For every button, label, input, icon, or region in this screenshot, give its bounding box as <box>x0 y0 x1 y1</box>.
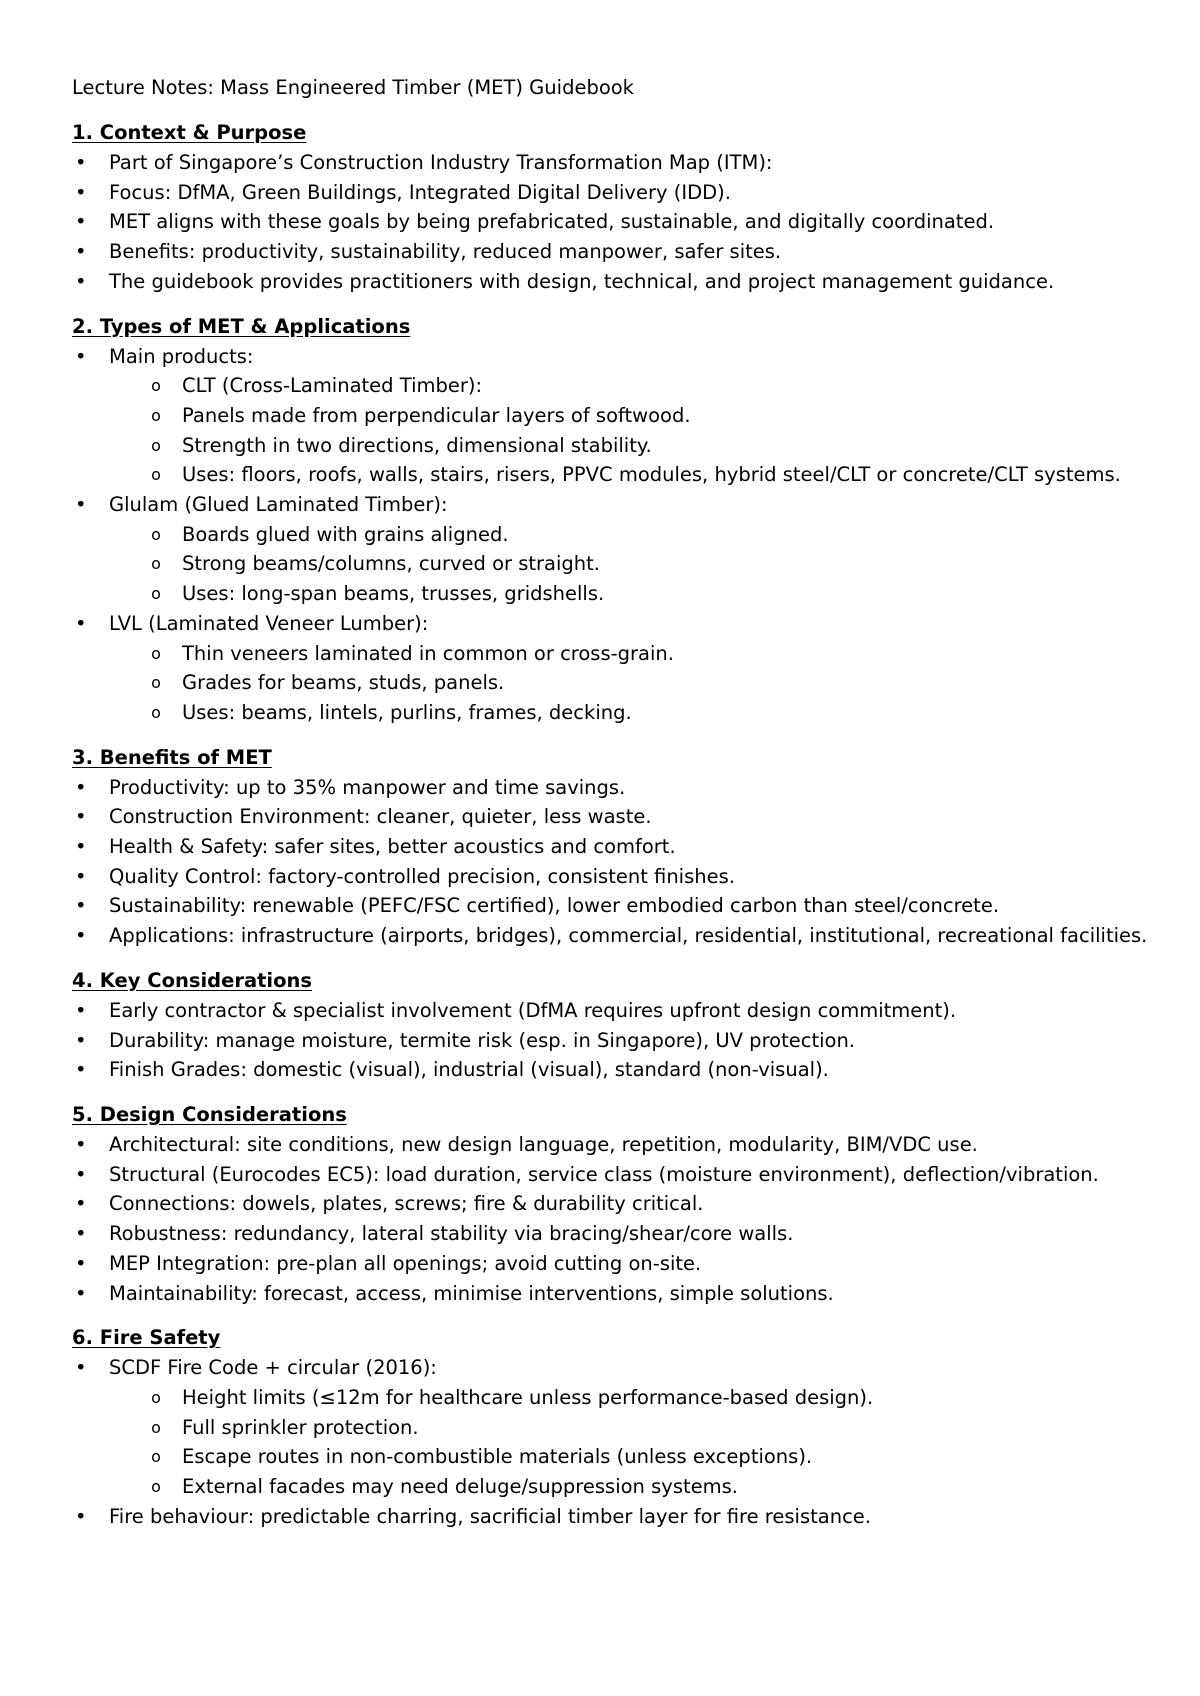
list-item-text: Escape routes in non-combustible materials (unless exceptions). <box>182 1445 813 1469</box>
list-item <box>72 1219 1152 1249</box>
sub-list-item <box>72 549 1152 579</box>
hollow-bullet-icon: o <box>151 376 161 396</box>
list-item-text: Uses: long-span beams, trusses, gridshells. <box>182 582 605 606</box>
bullet-icon: • <box>75 864 87 888</box>
list-item-text: Architectural: site conditions, new design language, repetition, modularity, BIM/VDC use. <box>109 1132 978 1156</box>
list-item-text: Quality Control: factory-controlled precision, consistent finishes. <box>109 864 735 888</box>
hollow-bullet-icon: o <box>151 1447 161 1467</box>
list-item-text: Boards glued with grains aligned. <box>182 522 509 546</box>
list-item-text: The guidebook provides practitioners with design, technical, and project management guidance. <box>109 269 1055 293</box>
list-item-text: SCDF Fire Code + circular (2016): <box>109 1356 437 1380</box>
hollow-bullet-icon: o <box>151 524 161 544</box>
hollow-bullet-icon: o <box>151 554 161 574</box>
hollow-bullet-icon: o <box>151 673 161 693</box>
bullet-list <box>72 1353 1152 1531</box>
document-title: Lecture Notes: Mass Engineered Timber (MET) Guidebook <box>72 76 634 99</box>
list-item <box>72 1055 1152 1085</box>
section-heading: 2. Types of MET & Applications <box>72 314 411 338</box>
list-item-text: Productivity: up to 35% manpower and time savings. <box>109 775 626 799</box>
hollow-bullet-icon: o <box>151 435 161 455</box>
sub-list-item <box>72 579 1152 609</box>
bullet-icon: • <box>75 1222 87 1246</box>
list-item-text: Sustainability: renewable (PEFC/FSC certified), lower embodied carbon than steel/concrete. <box>109 894 1000 918</box>
list-item-text: Structural (Eurocodes EC5): load duration, service class (moisture environment), deflection/vibration. <box>109 1162 1099 1186</box>
list-item <box>72 178 1152 208</box>
list-item <box>72 609 1152 639</box>
bullet-icon: • <box>75 894 87 918</box>
hollow-bullet-icon: o <box>151 1387 161 1407</box>
sub-list-item <box>72 698 1152 728</box>
sub-list-item <box>72 1383 1152 1413</box>
list-item <box>72 996 1152 1026</box>
bullet-icon: • <box>75 805 87 829</box>
sub-list-item <box>72 401 1152 431</box>
bullet-icon: • <box>75 1058 87 1082</box>
list-item <box>72 1353 1152 1383</box>
bullet-icon: • <box>75 998 87 1022</box>
bullet-list <box>72 773 1152 951</box>
list-item-text: Robustness: redundancy, lateral stability via bracing/shear/core walls. <box>109 1222 794 1246</box>
section-heading: 6. Fire Safety <box>72 1326 221 1350</box>
bullet-list <box>72 996 1152 1085</box>
bullet-icon: • <box>75 240 87 264</box>
list-item-text: Uses: floors, roofs, walls, stairs, risers, PPVC modules, hybrid steel/CLT or concrete/CLT systems. <box>182 463 1121 487</box>
list-item <box>72 773 1152 803</box>
list-item-text: MEP Integration: pre-plan all openings; avoid cutting on-site. <box>109 1251 702 1275</box>
section-heading: 4. Key Considerations <box>72 968 312 992</box>
list-item-text: Early contractor & specialist involvement (DfMA requires upfront design commitment). <box>109 998 957 1022</box>
list-item <box>72 862 1152 892</box>
list-item-text: Height limits (≤12m for healthcare unless performance-based design). <box>182 1385 874 1409</box>
list-item-text: Glulam (Glued Laminated Timber): <box>109 493 448 517</box>
list-item-text: CLT (Cross-Laminated Timber): <box>182 374 483 398</box>
sub-list-item <box>72 520 1152 550</box>
list-item <box>72 148 1152 178</box>
sub-list-item <box>72 1472 1152 1502</box>
bullet-icon: • <box>75 151 87 174</box>
section-2 <box>72 312 1152 728</box>
list-item-text: MET aligns with these goals by being prefabricated, sustainable, and digitally coordinated. <box>109 210 995 234</box>
bullet-icon: • <box>75 1192 87 1216</box>
list-item-text: Focus: DfMA, Green Buildings, Integrated Digital Delivery (IDD). <box>109 180 731 204</box>
bullet-icon: • <box>75 493 87 517</box>
bullet-list <box>72 1130 1152 1308</box>
hollow-bullet-icon: o <box>151 702 161 722</box>
list-item-text: Grades for beams, studs, panels. <box>182 671 505 695</box>
bullet-icon: • <box>75 835 87 859</box>
sub-list-item <box>72 371 1152 401</box>
list-item-text: Part of Singapore’s Construction Industry Transformation Map (ITM): <box>109 151 773 174</box>
bullet-icon: • <box>75 775 87 799</box>
list-item <box>72 1026 1152 1056</box>
sub-list-item <box>72 668 1152 698</box>
document-body <box>72 118 1152 1531</box>
section-3 <box>72 743 1152 951</box>
list-item <box>72 802 1152 832</box>
list-item-text: Connections: dowels, plates, screws; fire & durability critical. <box>109 1192 704 1216</box>
list-item <box>72 921 1152 951</box>
list-item <box>72 1249 1152 1279</box>
bullet-icon: • <box>75 1028 87 1052</box>
list-item-text: Applications: infrastructure (airports, bridges), commercial, residential, institutional, recreational facilities. <box>109 924 1148 948</box>
document-page <box>72 73 1152 1546</box>
list-item-text: Uses: beams, lintels, purlins, frames, decking. <box>182 700 632 724</box>
list-item <box>72 832 1152 862</box>
list-item <box>72 490 1152 520</box>
list-item <box>72 891 1152 921</box>
sub-list-item <box>72 1442 1152 1472</box>
bullet-list <box>72 148 1152 297</box>
sub-list-item <box>72 639 1152 669</box>
section-heading: 5. Design Considerations <box>72 1102 347 1126</box>
hollow-bullet-icon: o <box>151 1477 161 1497</box>
section-heading: 1. Context & Purpose <box>72 121 307 144</box>
list-item <box>72 1279 1152 1309</box>
list-item-text: LVL (Laminated Veneer Lumber): <box>109 611 429 635</box>
bullet-icon: • <box>75 1132 87 1156</box>
hollow-bullet-icon: o <box>151 405 161 425</box>
section-heading: 3. Benefits of MET <box>72 745 272 769</box>
bullet-icon: • <box>75 180 87 204</box>
list-item-text: Health & Safety: safer sites, better acoustics and comfort. <box>109 835 676 859</box>
list-item-text: External facades may need deluge/suppression systems. <box>182 1475 738 1499</box>
section-5 <box>72 1100 1152 1308</box>
list-item <box>72 1130 1152 1160</box>
section-6 <box>72 1323 1152 1531</box>
bullet-icon: • <box>75 1356 87 1380</box>
list-item-text: Fire behaviour: predictable charring, sacrificial timber layer for fire resistance. <box>109 1504 872 1528</box>
list-item <box>72 207 1152 237</box>
list-item-text: Strong beams/columns, curved or straight. <box>182 552 600 576</box>
bullet-icon: • <box>75 1504 87 1528</box>
bullet-icon: • <box>75 344 87 368</box>
bullet-list <box>72 342 1152 728</box>
list-item <box>72 1160 1152 1190</box>
section-4 <box>72 966 1152 1085</box>
sub-list-item <box>72 431 1152 461</box>
list-item-text: Thin veneers laminated in common or cross-grain. <box>182 641 674 665</box>
bullet-icon: • <box>75 611 87 635</box>
sub-list-item <box>72 1413 1152 1443</box>
list-item-text: Main products: <box>109 344 254 368</box>
list-item-text: Finish Grades: domestic (visual), industrial (visual), standard (non-visual). <box>109 1058 829 1082</box>
hollow-bullet-icon: o <box>151 584 161 604</box>
list-item <box>72 267 1152 297</box>
list-item-text: Panels made from perpendicular layers of softwood. <box>182 403 691 427</box>
hollow-bullet-icon: o <box>151 465 161 485</box>
list-item-text: Durability: manage moisture, termite risk (esp. in Singapore), UV protection. <box>109 1028 855 1052</box>
sub-list-item <box>72 460 1152 490</box>
list-item-text: Benefits: productivity, sustainability, reduced manpower, safer sites. <box>109 240 782 264</box>
bullet-icon: • <box>75 1281 87 1305</box>
list-item-text: Maintainability: forecast, access, minimise interventions, simple solutions. <box>109 1281 834 1305</box>
hollow-bullet-icon: o <box>151 643 161 663</box>
list-item-text: Construction Environment: cleaner, quieter, less waste. <box>109 805 652 829</box>
list-item-text: Strength in two directions, dimensional stability. <box>182 433 652 457</box>
bullet-icon: • <box>75 1251 87 1275</box>
section-1 <box>72 118 1152 297</box>
bullet-icon: • <box>75 210 87 234</box>
list-item <box>72 1502 1152 1532</box>
bullet-icon: • <box>75 1162 87 1186</box>
list-item <box>72 342 1152 372</box>
hollow-bullet-icon: o <box>151 1417 161 1437</box>
bullet-icon: • <box>75 269 87 293</box>
list-item-text: Full sprinkler protection. <box>182 1415 419 1439</box>
list-item <box>72 237 1152 267</box>
list-item <box>72 1189 1152 1219</box>
bullet-icon: • <box>75 924 87 948</box>
